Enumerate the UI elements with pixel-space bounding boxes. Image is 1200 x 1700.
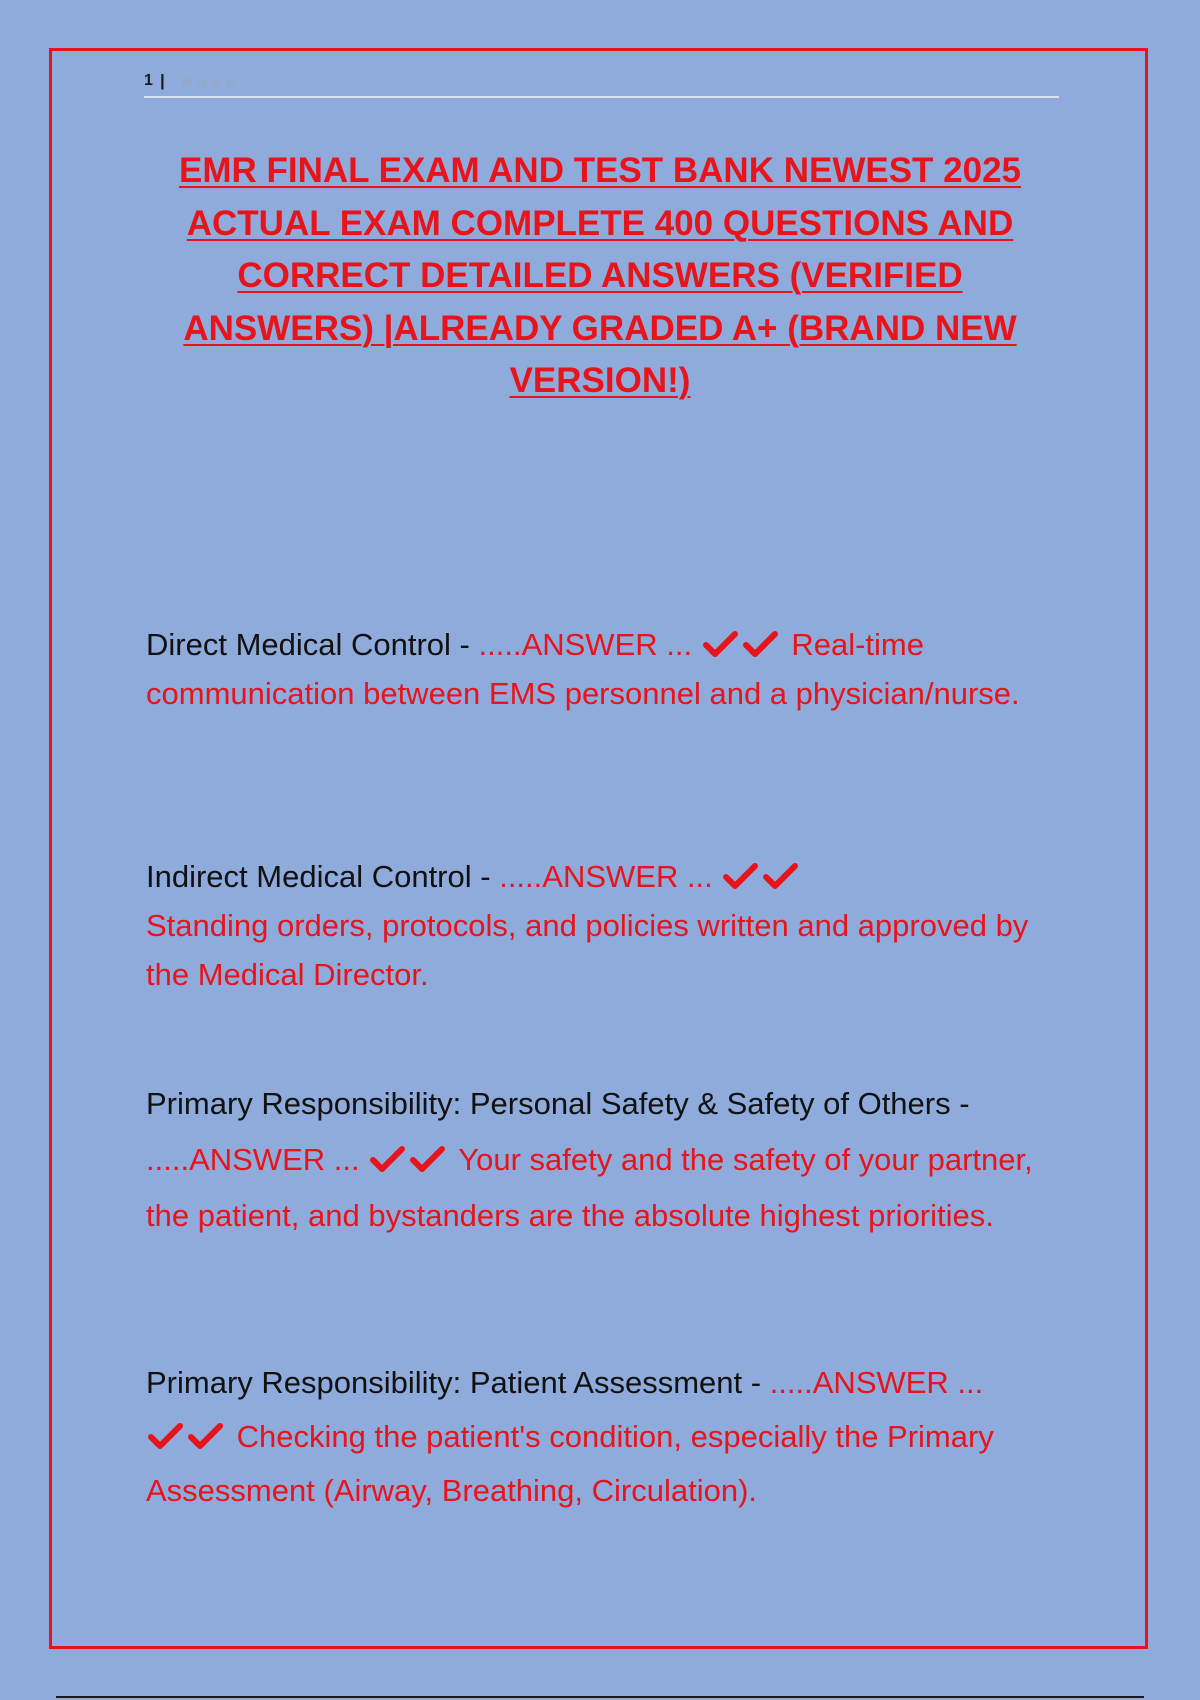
answer-text: Your safety and the safety of your partner, the patient, and bystanders are the absolute highest priorities. <box>146 1142 1033 1233</box>
answer-prefix: .....ANSWER ... <box>478 627 693 662</box>
double-checkmark-icon <box>370 1145 446 1173</box>
double-checkmark-icon <box>723 862 799 890</box>
footer-divider <box>56 1696 1144 1698</box>
qa-entry <box>146 620 1061 718</box>
document-title: EMR FINAL EXAM AND TEST BANK NEWEST 2025 ACTUAL EXAM COMPLETE 400 QUESTIONS AND CORRECT DETAILED ANSWERS (VERIFIED ANSWERS) |ALREADY GRADED A+ (BRAND NEW VERSION!) <box>178 151 1022 400</box>
question-text: Indirect Medical Control - <box>146 859 491 894</box>
answer-text: Real-time communication between EMS personnel and a physician/nurse. <box>146 627 1020 711</box>
page-label: Page <box>182 74 242 91</box>
question-text: Primary Responsibility: Patient Assessment - <box>146 1365 762 1400</box>
answer-prefix: .....ANSWER ... <box>769 1365 984 1400</box>
answer-text: Standing orders, protocols, and policies written and approved by the Medical Director. <box>146 908 1029 992</box>
qa-entry <box>146 852 1061 999</box>
page-number-separator: | <box>160 71 165 90</box>
question-text: Primary Responsibility: Personal Safety & Safety of Others - <box>146 1086 970 1121</box>
answer-prefix: .....ANSWER ... <box>146 1142 360 1177</box>
page-header <box>144 70 1059 98</box>
answer-text: Checking the patient's condition, especially the Primary Assessment (Airway, Breathing, Circulation). <box>146 1419 994 1508</box>
double-checkmark-icon <box>148 1422 224 1450</box>
qa-entry <box>146 1356 1061 1518</box>
question-text: Direct Medical Control - <box>146 627 470 662</box>
answer-prefix: .....ANSWER ... <box>499 859 713 894</box>
page-number: 1 <box>144 72 154 89</box>
qa-entry <box>146 1076 1061 1244</box>
double-checkmark-icon <box>703 630 779 658</box>
